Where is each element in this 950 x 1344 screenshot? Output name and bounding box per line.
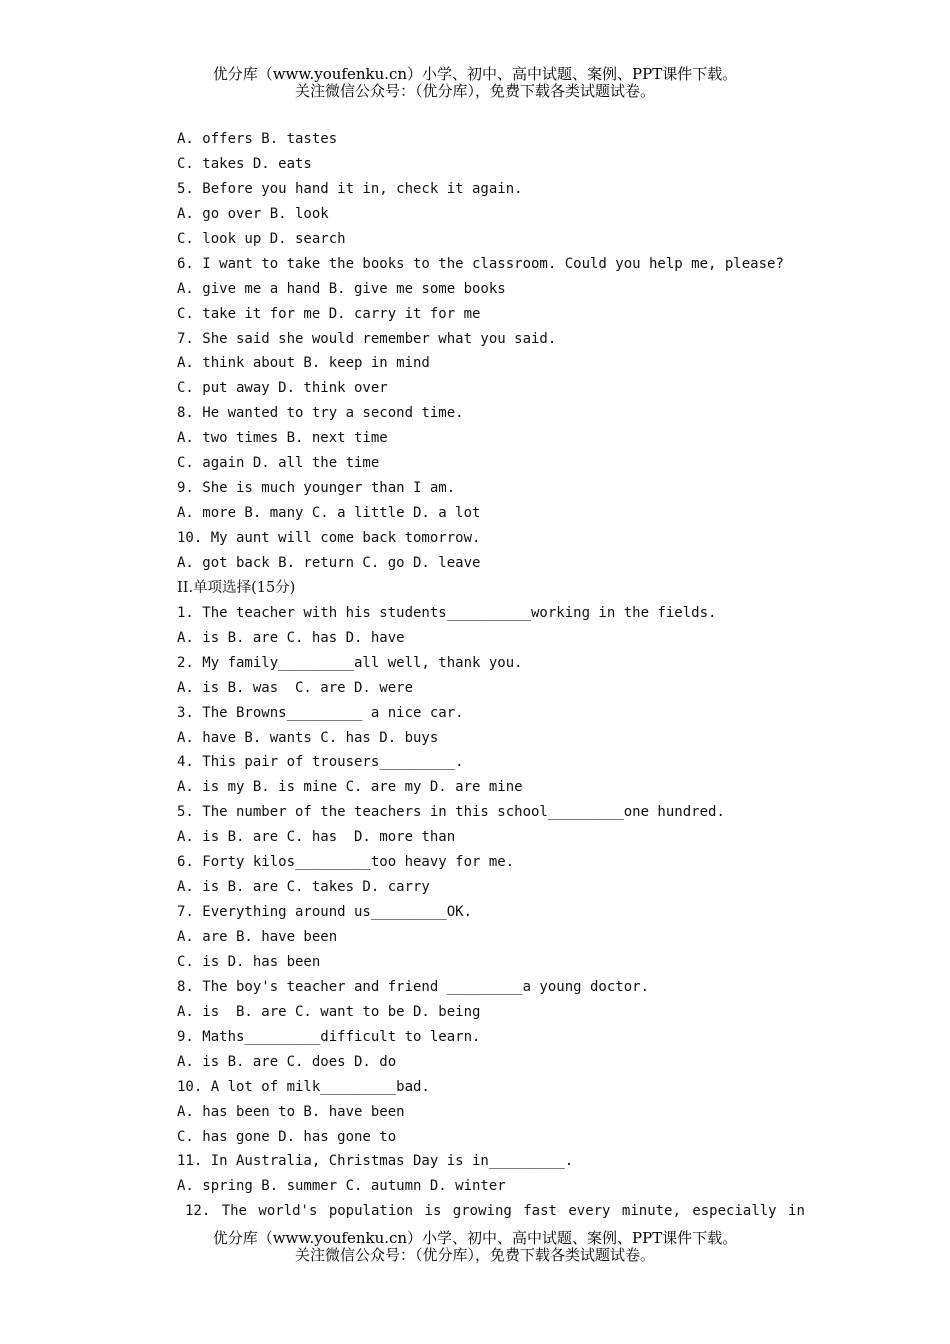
text-line: A. is B. are C. want to be D. being <box>177 1003 481 1020</box>
page-header <box>0 66 950 100</box>
text-line: 8. The boy's teacher and friend _________a young doctor. <box>177 978 650 995</box>
justified-text-line <box>177 1199 805 1224</box>
text-line: A. two times B. next time <box>177 430 388 447</box>
text-line: 8. He wanted to try a second time. <box>177 405 464 422</box>
word: is <box>424 1203 442 1220</box>
text-line: 7. Everything around us_________OK. <box>177 904 473 921</box>
text-line: 10. My aunt will come back tomorrow. <box>177 530 481 546</box>
text-line: 6. I want to take the books to the classroom. Could you help me, please? <box>177 255 784 272</box>
text-line: A. give me a hand B. give me some books <box>177 280 506 297</box>
text-line: 11. In Australia, Christmas Day is in_________. <box>177 1153 574 1170</box>
text-line: A. has been to B. have been <box>177 1103 405 1120</box>
text-line: A. is B. are C. takes D. carry <box>177 879 430 896</box>
text-line: 2. My family_________all well, thank you. <box>177 654 523 671</box>
section-heading: II.单项选择(15分) <box>177 579 296 596</box>
text-line: 5. The number of the teachers in this school_________one hundred. <box>177 804 725 821</box>
word: every <box>568 1203 611 1220</box>
word: 12. <box>185 1203 211 1220</box>
header-line-1: 优分库（www.youfenku.cn）小学、初中、高中试题、案例、PPT课件下载。 <box>212 65 738 83</box>
word: especially <box>692 1203 777 1220</box>
text-line: A. are B. have been <box>177 929 338 945</box>
text-line: A. is B. are C. has D. more than <box>177 829 456 846</box>
footer-line-1: 优分库（www.youfenku.cn）小学、初中、高中试题、案例、PPT课件下载。 <box>212 1229 738 1247</box>
text-line: C. again D. all the time <box>177 455 380 472</box>
question-content <box>177 127 817 1224</box>
text-line: C. has gone D. has gone to <box>177 1128 397 1145</box>
word: population <box>328 1203 414 1220</box>
text-line: A. think about B. keep in mind <box>177 355 430 372</box>
text-line: 3. The Browns_________ a nice car. <box>177 704 464 721</box>
text-line: C. takes D. eats <box>177 155 312 172</box>
text-line: C. take it for me D. carry it for me <box>177 305 481 322</box>
text-line: C. look up D. search <box>177 230 346 247</box>
word: world's <box>258 1203 318 1220</box>
text-line: A. spring B. summer C. autumn D. winter <box>177 1178 506 1195</box>
word: growing <box>452 1203 512 1220</box>
text-line: 10. A lot of milk_________bad. <box>177 1078 430 1095</box>
text-line: C. put away D. think over <box>177 380 388 397</box>
text-line: 9. She is much younger than I am. <box>177 480 456 497</box>
footer-line-2: 关注微信公众号：（优分库），免费下载各类试题试卷。 <box>294 1246 655 1264</box>
text-line: 7. She said she would remember what you said. <box>177 330 557 347</box>
page-footer <box>0 1230 950 1264</box>
text-line: A. got back B. return C. go D. leave <box>177 554 481 571</box>
word: in <box>788 1203 805 1220</box>
text-line: A. more B. many C. a little D. a lot <box>177 505 481 522</box>
word: The <box>221 1203 247 1220</box>
text-line: A. is B. are C. has D. have <box>177 629 405 646</box>
text-line: 5. Before you hand it in, check it again. <box>177 180 523 197</box>
text-line: A. is my B. is mine C. are my D. are mine <box>177 779 523 796</box>
header-line-2: 关注微信公众号：（优分库），免费下载各类试题试卷。 <box>294 82 655 100</box>
word: minute, <box>621 1203 681 1220</box>
text-line: A. go over B. look <box>177 205 329 222</box>
text-line: 9. Maths_________difficult to learn. <box>177 1028 481 1045</box>
text-line: A. is B. was C. are D. were <box>177 679 414 696</box>
text-line: A. is B. are C. does D. do <box>177 1053 397 1070</box>
text-line: 4. This pair of trousers_________. <box>177 754 464 771</box>
text-line: 1. The teacher with his students__________working in the fields. <box>177 604 717 621</box>
text-line: 6. Forty kilos_________too heavy for me. <box>177 854 515 871</box>
text-line: A. offers B. tastes <box>177 131 338 147</box>
word: fast <box>523 1203 557 1220</box>
text-line: C. is D. has been <box>177 953 321 970</box>
text-line: A. have B. wants C. has D. buys <box>177 729 439 746</box>
